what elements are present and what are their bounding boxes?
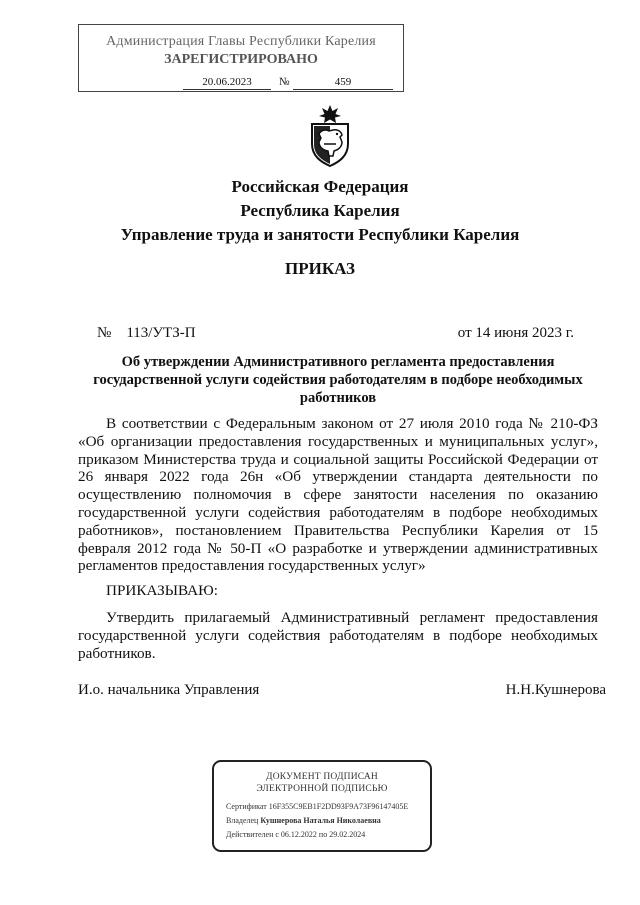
esig-heading-1: ДОКУМЕНТ ПОДПИСАН — [266, 772, 378, 782]
stamp-number: 459 — [293, 76, 393, 90]
order-date: от 14 июня 2023 г. — [457, 325, 574, 341]
esig-owner-value: Кушнерова Наталья Николаевна — [260, 816, 381, 825]
esig-heading-2: ЭЛЕКТРОННОЙ ПОДПИСЬЮ — [256, 784, 388, 794]
decree-word: ПРИКАЗЫВАЮ: — [106, 582, 218, 599]
registration-stamp — [78, 24, 404, 92]
header-republic: Республика Карелия — [240, 201, 400, 220]
preamble-paragraph: В соответствии с Федеральным законом от 27 июля 2010 года № 210-ФЗ «Об организации предоставления государственных и муниципальных услуг», приказом Министерства труда и социальной защиты Российской Федерации от 26 января 2022 года 26н «Об утверждении стандарта деятельности по осуществлению полномочия в сфере занятости населения по оказанию государственной услуги содействия работодателям в подборе необходимых работников», постановлением Правительства Республики Карелия от 15 февраля 2012 года № 50-П «О разработке и утверждении административных регламентов предоставления государственных услуг» — [78, 415, 598, 575]
document-type: ПРИКАЗ — [285, 259, 355, 278]
electronic-signature-stamp — [212, 760, 432, 852]
esig-valid-from: 06.12.2022 — [280, 830, 317, 839]
stamp-organization: Администрация Главы Республики Карелия — [106, 34, 376, 49]
order-number-label: № — [97, 325, 112, 341]
esig-valid-to: 29.02.2024 — [329, 830, 366, 839]
esig-valid-label: Действителен с — [226, 830, 279, 839]
esig-cert-value: 16F355C9EB1F2DD93F9A73F96147405E — [268, 802, 409, 811]
esig-owner-label: Владелец — [226, 816, 259, 825]
document-title: Об утверждении Административного регламента предоставления государственной услуги содействия работодателям в подборе необходимых работников — [93, 354, 583, 406]
header-department: Управление труда и занятости Республики Карелия — [120, 225, 520, 244]
signatory-name: Н.Н.Кушнерова — [505, 682, 606, 698]
signatory-position: И.о. начальника Управления — [78, 682, 260, 698]
stamp-status: ЗАРЕГИСТРИРОВАНО — [164, 52, 318, 67]
stamp-date: 20.06.2023 — [183, 76, 271, 90]
stamp-number-label: № — [279, 76, 290, 88]
esig-validity — [226, 830, 365, 839]
esig-valid-to-label: по — [318, 830, 328, 839]
esig-certificate — [226, 802, 408, 811]
esig-cert-label: Сертификат — [226, 802, 267, 811]
header-country: Российская Федерация — [231, 177, 409, 196]
karelia-coat-of-arms-icon — [306, 104, 354, 168]
body-paragraph: Утвердить прилагаемый Административный регламент предоставления государственной услуги содействия работодателям в подборе необходимых работников. — [78, 609, 598, 662]
order-number — [97, 325, 196, 342]
order-number-value: 113/УТЗ-П — [126, 325, 196, 341]
esig-owner — [226, 816, 381, 825]
